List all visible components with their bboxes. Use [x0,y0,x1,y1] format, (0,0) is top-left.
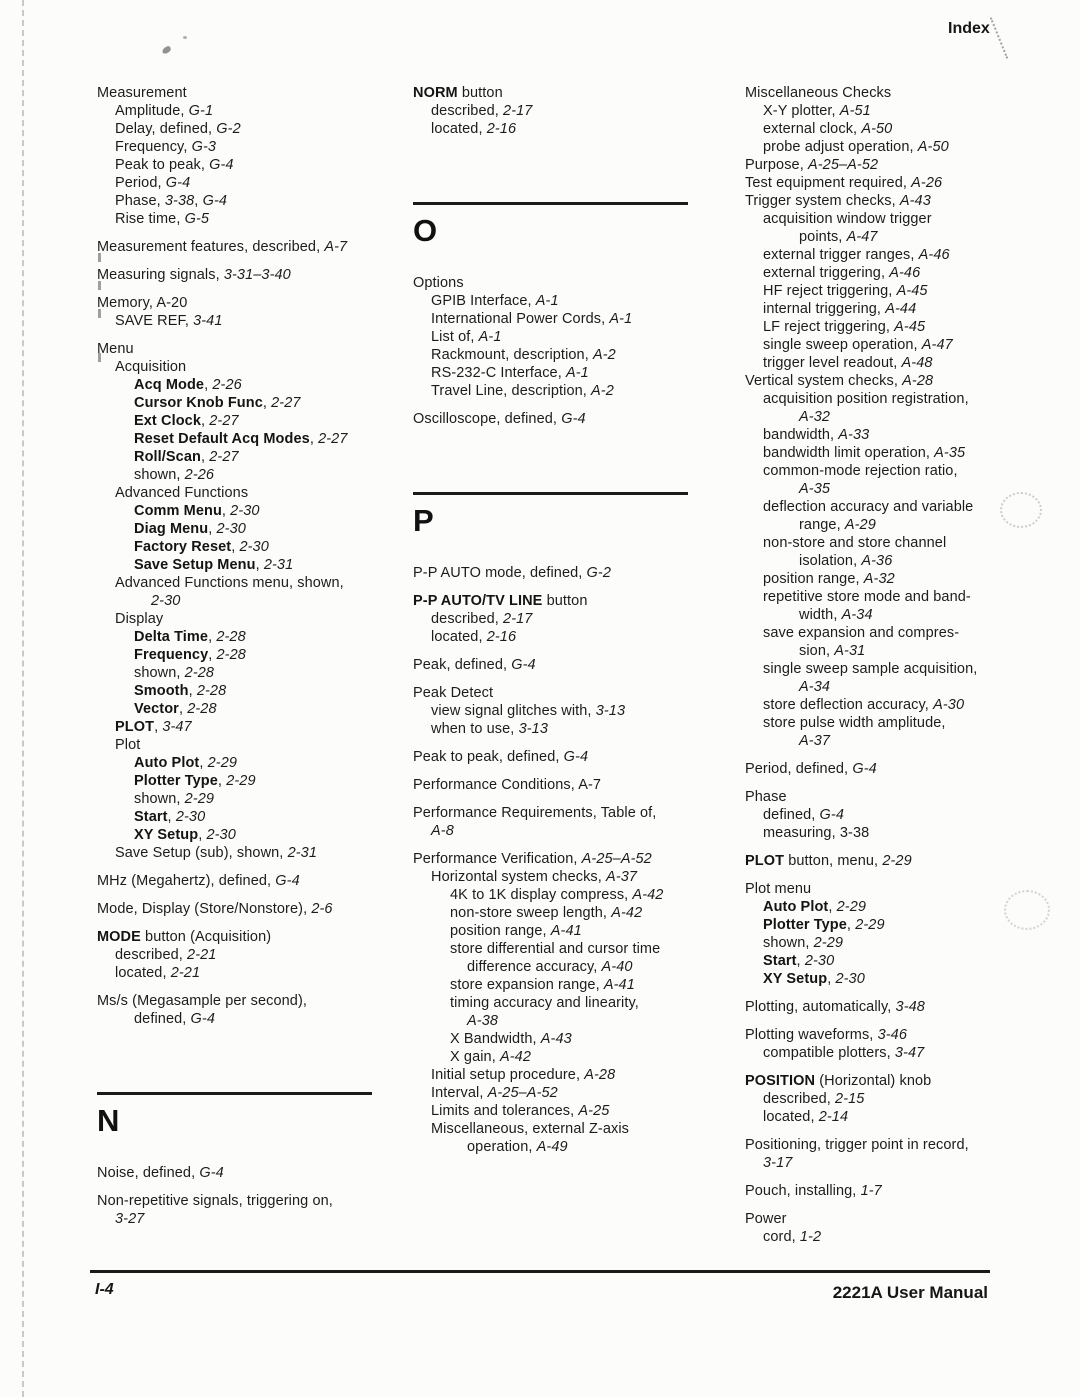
index-line: Vertical system checks, A-28 [745,373,934,389]
index-line: measuring, 3-38 [763,825,870,841]
index-line: Plot [115,737,141,753]
index-entry [745,760,1037,778]
index-line: Pouch, installing, 1-7 [745,1183,882,1199]
index-line: Reset Default Acq Modes, 2-27 [134,431,348,447]
index-entry [745,1210,1037,1246]
index-line: Menu [97,341,134,357]
index-line: shown, 2-29 [763,935,844,951]
index-line: position range, A-32 [763,571,895,587]
index-entry [413,776,713,794]
index-entry [97,1164,403,1182]
index-line: 3-17 [763,1155,793,1171]
index-line: Frequency, G-3 [115,139,217,155]
index-line: points, A-47 [799,229,878,245]
index-line: XY Setup, 2-30 [763,971,865,987]
index-line: Amplitude, G-1 [115,103,214,119]
index-line: X Bandwidth, A-43 [450,1031,572,1047]
index-line: position range, A-41 [450,923,582,939]
index-line: Memory, A-20 [97,295,188,311]
index-entry [413,748,713,766]
index-line: when to use, 3-13 [431,721,548,737]
index-line: compatible plotters, 3-47 [763,1045,925,1061]
index-line: Purpose, A-25–A-52 [745,157,879,173]
index-line: shown, 2-26 [134,467,215,483]
index-line: Period, defined, G-4 [745,761,877,777]
index-line: isolation, A-36 [799,553,893,569]
index-line: Display [115,611,164,627]
page-header-index-label: Index [948,20,990,37]
section-rule [413,492,688,495]
index-line: GPIB Interface, A-1 [431,293,559,309]
index-line: located, 2-16 [431,121,517,137]
index-entry [97,992,403,1028]
column-2 [413,84,713,1166]
footer-rule [90,1270,990,1273]
index-line: Cursor Knob Func, 2-27 [134,395,301,411]
index-entry [413,410,713,428]
index-line: external trigger ranges, A-46 [763,247,950,263]
index-entry [745,788,1037,842]
index-line: Miscellaneous, external Z-axis [431,1121,630,1137]
section-letter: P [413,503,434,538]
index-line: Ext Clock, 2-27 [134,413,239,429]
index-line: Plotter Type, 2-29 [134,773,256,789]
index-line: NORM button [413,85,503,101]
index-line: range, A-29 [799,517,876,533]
index-line: PLOT, 3-47 [115,719,192,735]
index-line: Options [413,275,464,291]
index-line: described, 2-17 [431,611,533,627]
index-line: POSITION (Horizontal) knob [745,1073,932,1089]
index-line: acquisition window trigger [763,211,932,227]
index-line: Oscilloscope, defined, G-4 [413,411,586,427]
index-line: Ms/s (Megasample per second), [97,993,308,1009]
index-entry [97,1192,403,1228]
index-line: XY Setup, 2-30 [134,827,236,843]
section-p [413,492,713,538]
index-line: deflection accuracy and variable [763,499,974,515]
index-line: timing accuracy and linearity, [450,995,639,1011]
index-line: described, 2-21 [115,947,217,963]
index-line: Rise time, G-5 [115,211,210,227]
index-line: Plot menu [745,881,812,897]
index-line: A-35 [799,481,831,497]
index-entry [97,900,403,918]
index-line: Interval, A-25–A-52 [431,1085,558,1101]
section-n [97,1092,403,1138]
index-entry [97,294,403,330]
section-letter: N [97,1103,120,1138]
index-line: A-32 [799,409,831,425]
index-line: bandwidth limit operation, A-35 [763,445,966,461]
index-line: Plotter Type, 2-29 [763,917,885,933]
index-line: Power [745,1211,787,1227]
index-line: non-store sweep length, A-42 [450,905,643,921]
section-rule [413,202,688,205]
index-line: Advanced Functions [115,485,249,501]
index-line: A-34 [799,679,831,695]
index-line: width, A-34 [799,607,873,623]
index-line: HF reject triggering, A-45 [763,283,928,299]
index-line: Peak Detect [413,685,494,701]
index-line: X gain, A-42 [450,1049,532,1065]
index-entry [413,592,713,646]
index-line: Smooth, 2-28 [134,683,227,699]
footer-page-number: I-4 [95,1281,114,1298]
index-line: single sweep sample acquisition, [763,661,978,677]
index-line: 4K to 1K display compress, A-42 [450,887,664,903]
index-line: Performance Verification, A-25–A-52 [413,851,652,867]
index-line: Positioning, trigger point in record, [745,1137,969,1153]
index-line: operation, A-49 [467,1139,568,1155]
index-entry [97,340,403,862]
index-line: PLOT button, menu, 2-29 [745,853,912,869]
index-line: Limits and tolerances, A-25 [431,1103,610,1119]
index-line: Acq Mode, 2-26 [134,377,242,393]
index-entry [413,564,713,582]
index-line: International Power Cords, A-1 [431,311,633,327]
index-line: Save Setup (sub), shown, 2-31 [115,845,317,861]
index-line: 2-30 [151,593,181,609]
index-line: Peak to peak, G-4 [115,157,234,173]
index-line: defined, G-4 [763,807,845,823]
index-line: P-P AUTO mode, defined, G-2 [413,565,612,581]
index-line: MODE button (Acquisition) [97,929,272,945]
index-entry [745,880,1037,988]
scan-smudge-artifact [183,36,187,39]
index-line: located, 2-16 [431,629,517,645]
index-line: single sweep operation, A-47 [763,337,953,353]
index-line: Phase [745,789,787,805]
index-entry [745,1182,1037,1200]
index-line: RS-232-C Interface, A-1 [431,365,589,381]
index-line: defined, G-4 [134,1011,216,1027]
index-line: store pulse width amplitude, [763,715,946,731]
index-line: Mode, Display (Store/Nonstore), 2-6 [97,901,333,917]
index-line: view signal glitches with, 3-13 [431,703,626,719]
index-line: Period, G-4 [115,175,191,191]
index-line: X-Y plotter, A-51 [763,103,871,119]
index-line: Start, 2-30 [763,953,835,969]
index-entry [413,84,713,138]
index-line: internal triggering, A-44 [763,301,917,317]
index-line: Noise, defined, G-4 [97,1165,224,1181]
index-line: Plotting, automatically, 3-48 [745,999,925,1015]
index-line: Delta Time, 2-28 [134,629,246,645]
index-line: Initial setup procedure, A-28 [431,1067,616,1083]
index-entry [97,928,403,982]
index-line: Acquisition [115,359,187,375]
index-line: Factory Reset, 2-30 [134,539,269,555]
index-line: Roll/Scan, 2-27 [134,449,239,465]
index-line: Save Setup Menu, 2-31 [134,557,294,573]
index-line: Performance Conditions, A-7 [413,777,602,793]
index-entry [745,84,1037,750]
index-line: sion, A-31 [799,643,866,659]
index-line: Measurement [97,85,187,101]
index-line: Horizontal system checks, A-37 [431,869,638,885]
index-entry [745,1072,1037,1126]
footer-manual-title: 2221A User Manual [832,1283,988,1302]
index-line: A-37 [799,733,831,749]
index-line: shown, 2-29 [134,791,215,807]
index-line: Frequency, 2-28 [134,647,246,663]
index-line: Phase, 3-38, G-4 [115,193,228,209]
index-line: Non-repetitive signals, triggering on, [97,1193,333,1209]
index-line: external triggering, A-46 [763,265,921,281]
index-line: probe adjust operation, A-50 [763,139,949,155]
index-line: Travel Line, description, A-2 [431,383,614,399]
index-entry [413,274,713,400]
index-line: Peak, defined, G-4 [413,657,536,673]
index-entry [745,852,1037,870]
index-line: store expansion range, A-41 [450,977,635,993]
index-entry [413,656,713,674]
index-line: described, 2-17 [431,103,533,119]
index-line: store differential and cursor time [450,941,661,957]
index-line: cord, 1-2 [763,1229,822,1245]
index-line: located, 2-21 [115,965,201,981]
section-o [413,202,713,248]
index-line: Test equipment required, A-26 [745,175,943,191]
index-line: save expansion and compres- [763,625,960,641]
index-line: List of, A-1 [431,329,502,345]
index-entry [97,266,403,284]
index-line: external clock, A-50 [763,121,893,137]
scan-smudge-artifact [161,45,172,54]
index-line: A-8 [431,823,454,839]
index-entry [745,998,1037,1016]
index-line: shown, 2-28 [134,665,215,681]
index-line: Miscellaneous Checks [745,85,892,101]
index-line: 3-27 [115,1211,145,1227]
index-line: Advanced Functions menu, shown, [115,575,344,591]
index-line: Delay, defined, G-2 [115,121,241,137]
index-line: bandwidth, A-33 [763,427,870,443]
index-entry [745,1026,1037,1062]
index-line: Auto Plot, 2-29 [134,755,238,771]
index-line: Diag Menu, 2-30 [134,521,246,537]
index-entry [745,1136,1037,1172]
column-3 [745,84,1037,1256]
index-line: trigger level readout, A-48 [763,355,933,371]
index-line: Performance Requirements, Table of, [413,805,657,821]
index-line: MHz (Megahertz), defined, G-4 [97,873,300,889]
column-1 [97,84,403,1238]
index-line: Plotting waveforms, 3-46 [745,1027,907,1043]
index-line: difference accuracy, A-40 [467,959,633,975]
index-line: described, 2-15 [763,1091,865,1107]
index-line: Rackmount, description, A-2 [431,347,616,363]
index-line: store deflection accuracy, A-30 [763,697,965,713]
index-line: Measurement features, described, A-7 [97,239,348,255]
index-line: located, 2-14 [763,1109,849,1125]
index-line: non-store and store channel [763,535,947,551]
index-line: repetitive store mode and band- [763,589,971,605]
index-entry [97,238,403,256]
scan-diagonal-mark-artifact [990,17,1008,59]
scan-binding-edge-artifact [22,0,24,1397]
index-line: P-P AUTO/TV LINE button [413,593,588,609]
index-line: LF reject triggering, A-45 [763,319,926,335]
index-line: Vector, 2-28 [134,701,217,717]
index-line: Trigger system checks, A-43 [745,193,931,209]
index-line: acquisition position registration, [763,391,969,407]
index-entry [97,84,403,228]
index-line: common-mode rejection ratio, [763,463,958,479]
section-letter: O [413,213,438,248]
index-entry [413,850,713,1156]
index-line: Peak to peak, defined, G-4 [413,749,589,765]
index-line: SAVE REF, 3-41 [115,313,223,329]
index-entry [413,804,713,840]
index-entry [413,684,713,738]
index-line: A-38 [467,1013,499,1029]
index-line: Measuring signals, 3-31–3-40 [97,267,291,283]
index-line: Start, 2-30 [134,809,206,825]
index-entry [97,872,403,890]
index-line: Auto Plot, 2-29 [763,899,867,915]
index-line: Comm Menu, 2-30 [134,503,260,519]
section-rule [97,1092,372,1095]
